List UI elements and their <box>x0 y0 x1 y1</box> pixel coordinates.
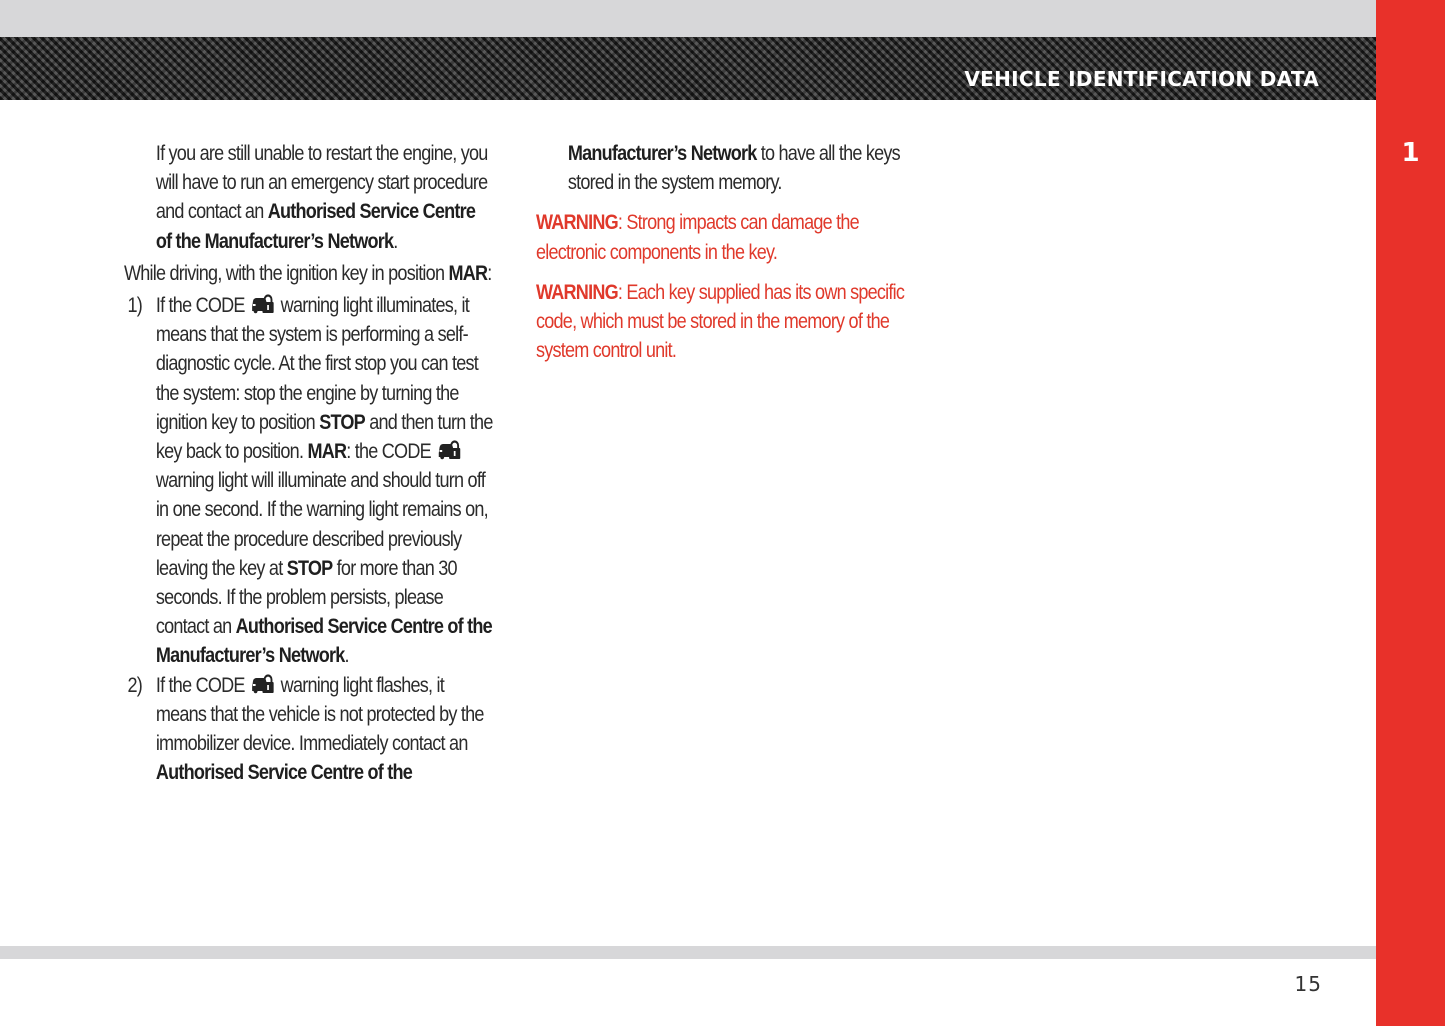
warning-paragraph-2 <box>536 278 906 366</box>
item1-text: warning light will illuminate and should turn off in one second. If the warning light remains on, repeat the procedure described previously leaving the key at <box>155 469 488 580</box>
lead-bold: MAR <box>448 261 488 285</box>
list-item-1 <box>124 291 494 671</box>
list-item-2 <box>124 671 494 788</box>
intro-text: If you are still unable to restart the engine, you will have to run an emergency start procedure and contact an <box>155 142 488 224</box>
item1-text: for more than 30 seconds. If the problem persists, please contact an <box>155 556 457 639</box>
item1-bold: MAR <box>307 440 347 464</box>
car-padlock-icon <box>251 673 275 695</box>
continuation-paragraph <box>536 139 906 197</box>
item2-text: If the CODE <box>155 673 249 697</box>
item1-text: If the CODE <box>155 294 249 318</box>
chapter-tab <box>1376 0 1445 1026</box>
left-column <box>124 139 494 787</box>
item1-text: warning light illuminates, it means that the system is performing a self-diagnostic cycle. At the first stop you can test the system: stop the engine by turning the ignition key to position <box>155 294 479 434</box>
item1-text: and then turn the key back to position. <box>155 410 493 464</box>
bottom-grey-bar <box>0 946 1376 959</box>
right-column <box>536 139 906 365</box>
list-number: 1) <box>127 294 142 318</box>
lead-text: While driving, with the ignition key in position <box>124 261 449 285</box>
item1-bold: STOP <box>286 556 333 580</box>
top-grey-bar <box>0 0 1376 37</box>
item2-bold: Authorised Service Centre of the <box>155 761 413 785</box>
lead-paragraph <box>124 259 494 288</box>
item1-bold: Authorised Service Centre of the Manufacturer’s Network <box>155 615 492 668</box>
intro-bold: Authorised Service Centre of the Manufacturer’s Network <box>155 200 476 253</box>
intro-paragraph <box>124 139 494 256</box>
lead-end: : <box>487 261 492 285</box>
list-number: 2) <box>127 673 142 697</box>
item1-bold: STOP <box>319 410 365 434</box>
header-band <box>0 37 1376 100</box>
item2-text: warning light flashes, it means that the vehicle is not protected by the immobilizer device. Immediately contact an <box>155 673 484 756</box>
warning-text: : Strong impacts can damage the electronic components in the key. <box>536 211 859 264</box>
intro-end: . <box>393 229 398 253</box>
warning-paragraph-1 <box>536 208 906 266</box>
warning-label: WARNING <box>536 211 618 235</box>
section-title: VEHICLE IDENTIFICATION DATA <box>964 67 1319 91</box>
car-padlock-icon <box>437 439 461 461</box>
item1-text: . <box>344 644 349 668</box>
warning-text: : Each key supplied has its own specific code, which must be stored in the memory of the system control unit. <box>536 280 905 363</box>
chapter-number: 1 <box>1401 138 1420 168</box>
page-number: 15 <box>1294 972 1322 996</box>
continuation-text: to have all the keys stored in the system memory. <box>567 142 900 195</box>
item1-text: : the CODE <box>346 440 436 464</box>
continuation-bold: Manufacturer’s Network <box>567 142 757 165</box>
car-padlock-icon <box>251 293 275 315</box>
warning-label: WARNING <box>536 280 618 304</box>
